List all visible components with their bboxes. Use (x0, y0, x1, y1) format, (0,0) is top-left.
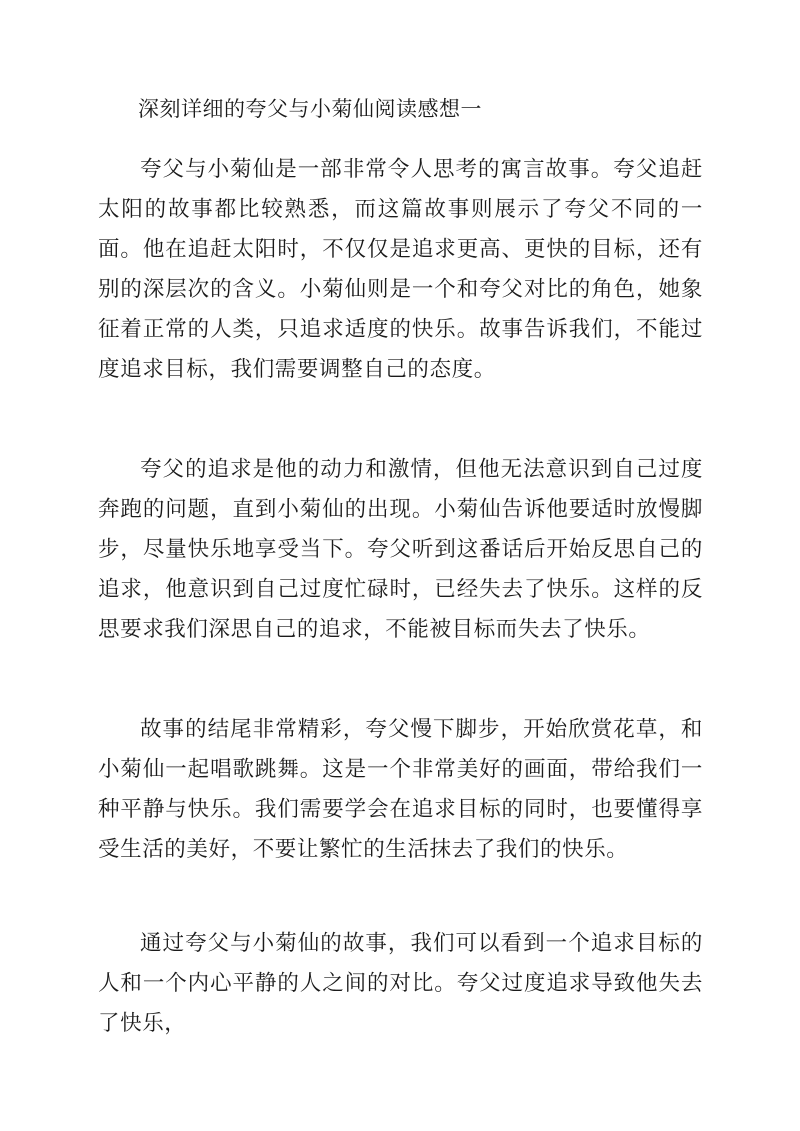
document-title: 深刻详细的夸父与小菊仙阅读感想一 (138, 97, 482, 121)
paragraph: 故事的结尾非常精彩，夸父慢下脚步，开始欣赏花草，和小菊仙一起唱歌跳舞。这是一个非常美好的画面，带给我们一种平静与快乐。我们需要学会在追求目标的同时，也要懂得享受生活的美好，不要让繁忙的生活抹去了我们的快乐。 (98, 717, 703, 862)
paragraph: 夸父与小菊仙是一部非常令人思考的寓言故事。夸父追赶太阳的故事都比较熟悉，而这篇故事则展示了夸父不同的一面。他在追赶太阳时，不仅仅是追求更高、更快的目标，还有别的深层次的含义。小菊仙则是一个和夸父对比的角色，她象征着正常的人类，只追求适度的快乐。故事告诉我们，不能过度追求目标，我们需要调整自己的态度。 (98, 157, 703, 382)
paragraph: 夸父的追求是他的动力和激情，但他无法意识到自己过度奔跑的问题，直到小菊仙的出现。小菊仙告诉他要适时放慢脚步，尽量快乐地享受当下。夸父听到这番话后开始反思自己的追求，他意识到自己过度忙碌时，已经失去了快乐。这样的反思要求我们深思自己的追求，不能被目标而失去了快乐。 (98, 457, 703, 642)
paragraph: 通过夸父与小菊仙的故事，我们可以看到一个追求目标的人和一个内心平静的人之间的对比。夸父过度追求导致他失去了快乐， (98, 931, 703, 1036)
